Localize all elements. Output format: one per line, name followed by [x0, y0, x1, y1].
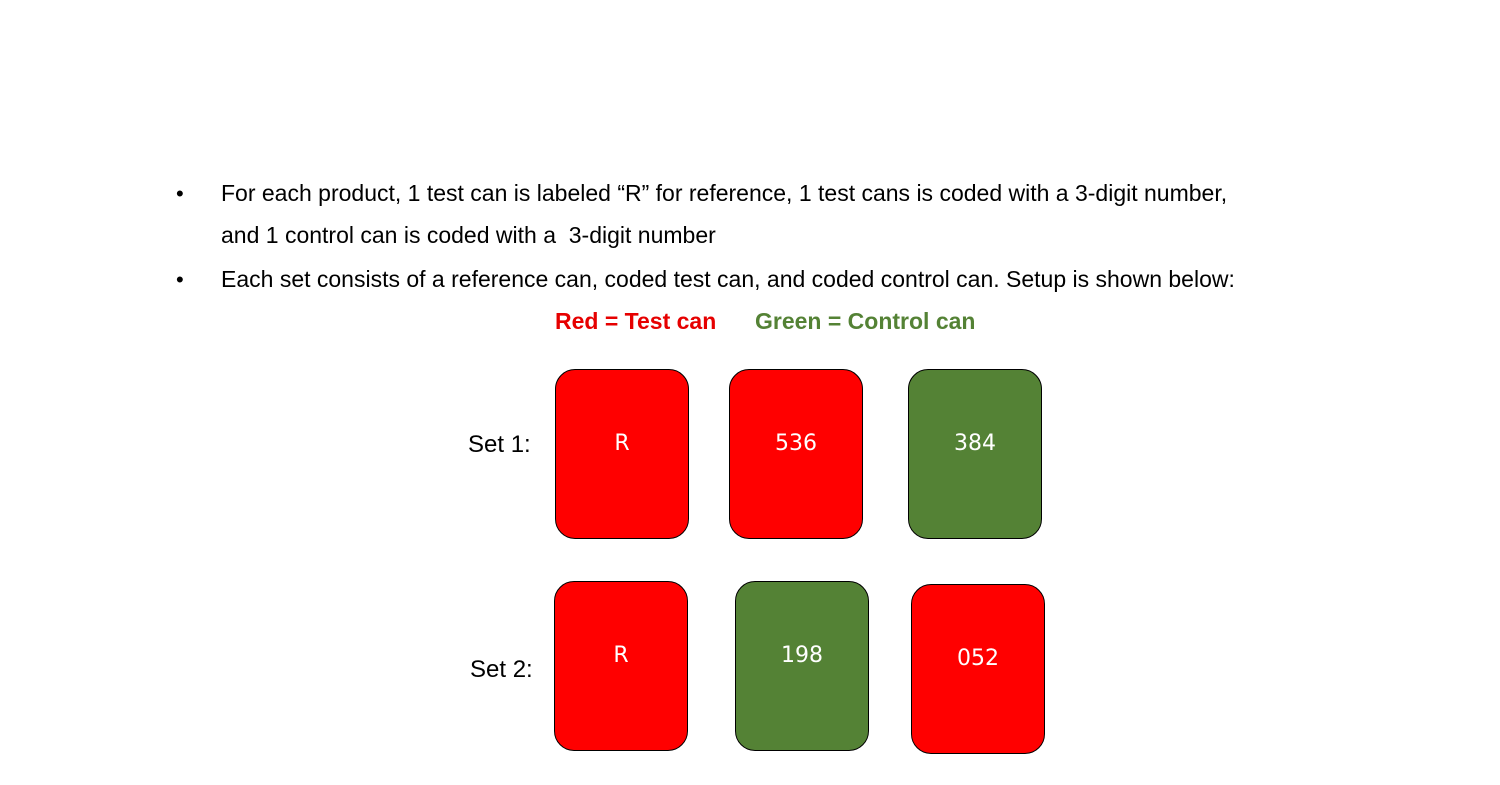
set-2-can-coded-test: [911, 584, 1045, 754]
set-1-can-coded-control: [908, 369, 1042, 539]
set-2-label: Set 2:: [470, 656, 533, 683]
bullet-icon: •: [176, 181, 184, 206]
set-1-can-reference: [555, 369, 689, 539]
can-label: 384: [954, 431, 996, 456]
bullet-2-line-1: Each set consists of a reference can, coded test can, and coded control can. Setup is shown below:: [221, 266, 1235, 292]
instruction-list: [0, 0, 1500, 300]
set-2-can-reference: [554, 581, 688, 751]
can-label: R: [614, 431, 630, 456]
bullet-1-line-2: and 1 control can is coded with a 3-digit number: [221, 222, 716, 248]
bullet-1-line-1: For each product, 1 test can is labeled “R” for reference, 1 test cans is coded with a 3-digit number,: [221, 180, 1228, 206]
set-1-can-coded-test: [729, 369, 863, 539]
can-label: 536: [775, 431, 817, 456]
legend-test-can: Red = Test can: [555, 308, 717, 334]
set-2-can-coded-control: [735, 581, 869, 751]
can-label: R: [613, 643, 629, 668]
can-label: 198: [781, 643, 823, 668]
bullet-icon: •: [176, 267, 184, 292]
set-1-label: Set 1:: [468, 431, 531, 458]
can-label: 052: [957, 646, 999, 671]
legend-control-can: Green = Control can: [755, 308, 976, 334]
